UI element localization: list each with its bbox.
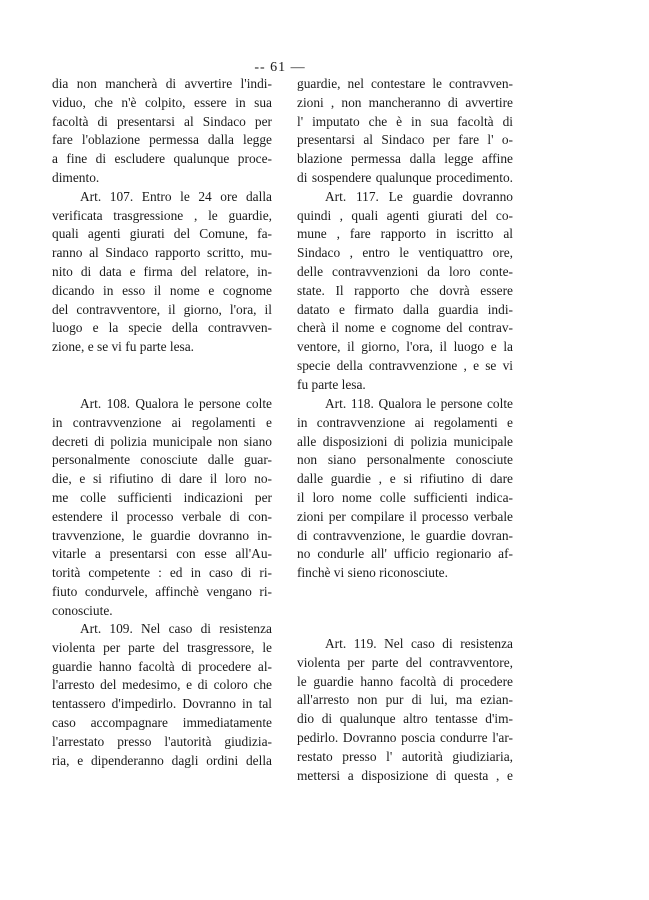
- text-line: torità competente : ed in caso di ri-: [52, 565, 272, 581]
- text-line: zione, e se vi fu parte lesa.: [52, 339, 195, 355]
- text-line: viduo, che n'è colpito, essere in sua: [52, 94, 272, 110]
- article-paragraph: [52, 188, 272, 357]
- text-line: pedirlo. Dovranno poscia condurre l'ar-: [297, 729, 513, 745]
- text-line: il loro nome colle sufficienti indica-: [297, 489, 513, 505]
- text-line: di sospendere qualunque procedimento.: [297, 169, 513, 185]
- text-line: Art. 108. Qualora le persone colte: [80, 396, 272, 411]
- text-line: verificata trasgressione , le guardie,: [52, 207, 272, 223]
- text-line: quali agenti giurati del Comune, fa-: [52, 226, 272, 242]
- text-line: blazione permessa dalla legge affine: [297, 151, 513, 167]
- text-line: fare l'oblazione permessa dalla legge: [52, 132, 272, 148]
- right-column-block: [297, 635, 513, 785]
- text-line: mettersi a disposizione di questa , e: [297, 767, 513, 783]
- text-line: l'arrestato presso l'autorità giudizia-: [52, 733, 272, 749]
- text-line: no condurle all' ufficio regionario af-: [297, 546, 513, 562]
- text-line: Art. 119. Nel caso di resistenza: [325, 636, 513, 651]
- article-paragraph: [297, 395, 513, 583]
- text-line: l'arresto del medesimo, e di coloro che: [52, 677, 272, 693]
- text-line: in contravvenzione ai regolamenti e: [52, 414, 272, 430]
- text-line: dicando in esso il nome e cognome: [52, 282, 272, 298]
- article-paragraph: [297, 188, 513, 395]
- text-line: me colle sufficienti indicazioni per: [52, 489, 272, 505]
- text-line: violenta per parte del contravventore,: [297, 654, 513, 670]
- continued-paragraph: [297, 75, 513, 188]
- text-line: caso accompagnare immediatamente: [52, 714, 272, 730]
- text-line: state. Il rapporto che dovrà essere: [297, 282, 513, 298]
- text-line: dalle guardie , e si rifiutino di dare: [297, 471, 513, 487]
- text-line: dimento.: [52, 169, 100, 185]
- text-line: datato e firmato dalla guardia indi-: [297, 301, 513, 317]
- text-line: estendere il processo verbale di con-: [52, 508, 272, 524]
- left-column-block: [52, 620, 272, 770]
- text-line: ranno al Sindaco rapporto scritto, mu-: [52, 245, 272, 261]
- text-line: travvenzione, le guardie dovranno in-: [52, 527, 272, 543]
- article-paragraph: [52, 395, 272, 621]
- text-line: Art. 117. Le guardie dovranno: [325, 188, 513, 204]
- text-line: fu parte lesa.: [297, 376, 366, 392]
- text-line: del contravventore, il giorno, l'ora, il: [52, 301, 272, 317]
- text-line: a fine di escludere qualunque proce-: [52, 151, 272, 167]
- text-line: specie della contravvenzione , e se vi: [297, 357, 513, 373]
- text-line: di contravvenzione, le guardie dovran-: [297, 527, 513, 543]
- text-line: tentassero d'impedirlo. Dovranno in tal: [52, 696, 272, 712]
- text-line: fiuto condurvele, affinchè vengano ri-: [52, 583, 272, 599]
- text-line: delle contravvenzioni da loro conte-: [297, 263, 513, 279]
- article-paragraph: [297, 635, 513, 785]
- right-column-block: [297, 75, 513, 395]
- left-column-block: [52, 75, 272, 357]
- text-line: l' imputato che è in sua facoltà di: [297, 113, 513, 129]
- article-paragraph: [52, 620, 272, 770]
- text-line: ventore, il giorno, l'ora, il luogo e la: [297, 339, 513, 355]
- text-line: mune , fare rapporto in iscritto al: [297, 226, 513, 242]
- text-line: restato presso l' autorità giudiziaria,: [297, 748, 513, 764]
- text-line: nito di data e firma del relatore, in-: [52, 263, 272, 279]
- text-line: zioni per compilare il processo verbale: [297, 508, 513, 524]
- text-line: quindi , quali agenti giurati del co-: [297, 207, 513, 223]
- text-line: guardie hanno facoltà di procedere al-: [52, 658, 272, 674]
- text-line: finchè vi sieno riconosciute.: [297, 565, 448, 581]
- text-line: non siano personalmente conosciute: [297, 452, 513, 468]
- text-line: facoltà di presentarsi al Sindaco per: [52, 113, 272, 129]
- text-line: alle disposizioni di polizia municipale: [297, 433, 513, 449]
- text-line: vitarle a presentarsi con esse all'Au-: [52, 546, 272, 562]
- text-line: all'arresto non pur di lui, ma ezian-: [297, 692, 513, 708]
- text-line: personalmente conosciute dalle guar-: [52, 452, 272, 468]
- text-line: conosciute.: [52, 602, 113, 618]
- text-line: Art. 107. Entro le 24 ore dalla: [80, 188, 272, 204]
- right-column-block: [297, 395, 513, 583]
- text-line: luogo e la specie della contravven-: [52, 320, 272, 336]
- text-line: presentarsi al Sindaco per fare l' o-: [297, 132, 513, 148]
- text-line: die, e si rifiutino di dare il loro no-: [52, 471, 272, 487]
- text-line: dia non mancherà di avvertire l'indi-: [52, 76, 272, 91]
- text-line: violenta per parte del trasgressore, le: [52, 639, 272, 655]
- page-number: -- 61 —: [254, 60, 306, 75]
- text-line: Art. 109. Nel caso di resistenza: [80, 621, 272, 636]
- text-line: in contravvenzione ai regolamenti e: [297, 414, 513, 430]
- text-line: ria, e dipenderanno dagli ordini della: [52, 752, 272, 768]
- continued-paragraph: [52, 75, 272, 188]
- text-line: zioni , non mancheranno di avvertire: [297, 94, 513, 110]
- text-line: cherà il nome e cognome del contrav-: [297, 320, 513, 336]
- text-line: decreti di polizia municipale non siano: [52, 433, 272, 449]
- left-column-block: [52, 395, 272, 621]
- text-line: guardie, nel contestare le contravven-: [297, 76, 513, 91]
- text-line: le guardie hanno facoltà di procedere: [297, 673, 513, 689]
- text-line: Sindaco , entro le ventiquattro ore,: [297, 245, 513, 261]
- text-line: Art. 118. Qualora le persone colte: [325, 396, 513, 411]
- text-line: dio di qualunque altro tentasse d'im-: [297, 711, 513, 727]
